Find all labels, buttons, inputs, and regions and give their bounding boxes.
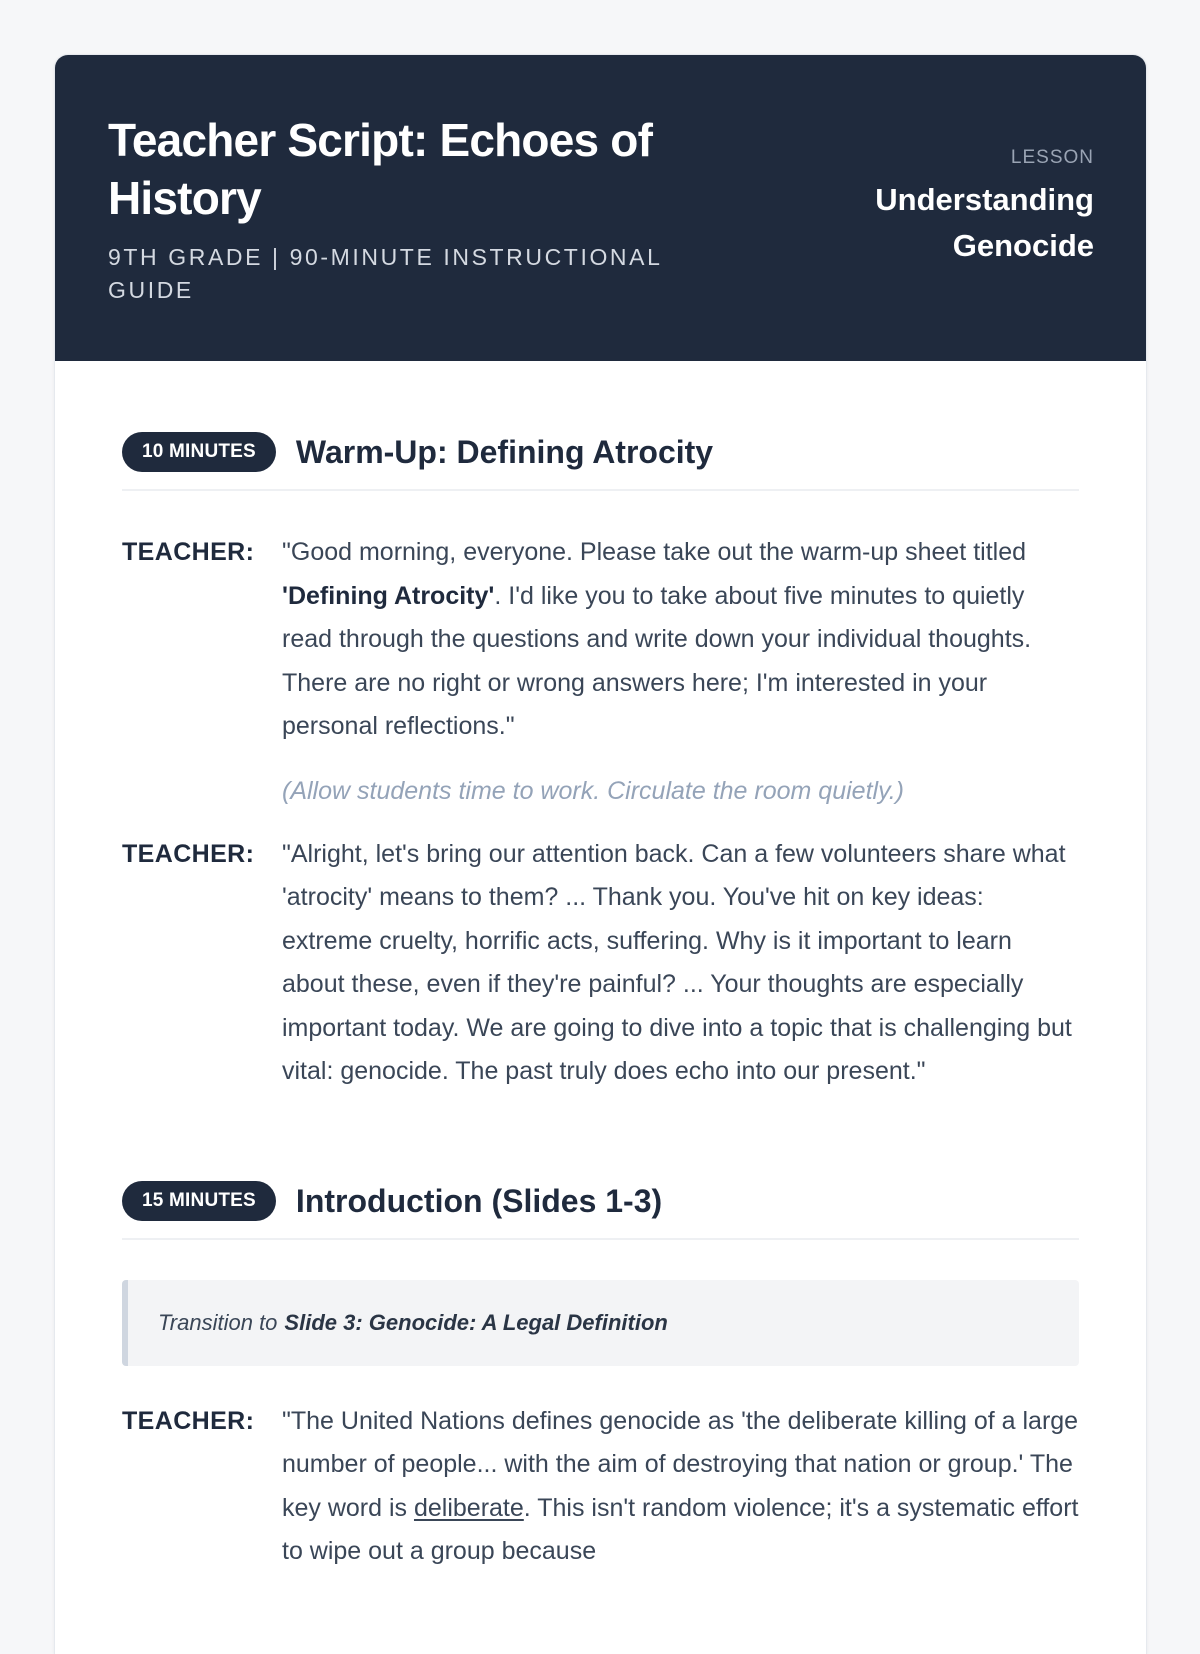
speaker-label: TEACHER: (122, 1406, 255, 1435)
lesson-label: LESSON (1010, 147, 1094, 168)
speech-text: . I'd like you to take about five minutes to quietly read through the questions and write down your individual thoughts. There are no right or wrong answers here; I'm interested in your personal reflections." (282, 581, 1032, 740)
section-title: Introduction (Slides 1-3) (295, 1182, 663, 1219)
section-title: Warm-Up: Defining Atrocity (295, 434, 714, 470)
transition-slide-title: Slide 3: Genocide: A Legal Definition (284, 1309, 668, 1335)
teacher-line: "Alright, let's bring our attention back. Can a few volunteers share what 'atrocity' means to them? ... Thank you. You've hit on key ideas: extreme cruelty, horrific acts, suffering. Why is it important to learn about these, even if they're painful? ... Your thoughts are especially important today. We are going to dive into a topic that is challenging but vital: genocide. The past truly does echo into our present." (282, 839, 1072, 1085)
document-header (55, 55, 1146, 361)
speech-text: . This isn't random violence; it's a systematic effort to wipe out a group because (282, 1493, 1079, 1565)
time-badge: 10 MINUTES (122, 432, 276, 472)
stage-direction: (Allow students time to work. Circulate the room quietly.) (282, 776, 904, 805)
section-header-introduction (122, 1180, 1079, 1240)
speaker-label: TEACHER: (122, 538, 255, 566)
script-content (55, 431, 1146, 1574)
dialogue-block (122, 1400, 1079, 1574)
lesson-title: Understanding Genocide (875, 182, 1094, 263)
speech-emphasis: 'Defining Atrocity' (282, 581, 495, 610)
speech-text: "Good morning, everyone. Please take out the warm-up sheet titled (282, 538, 1027, 566)
teacher-line (282, 531, 1079, 749)
speech-text: "The United Nations defines genocide as 'the deliberate killing of a large number of people... with the aim of destroying that nation or group.' The key word is (282, 1406, 1079, 1522)
script-card (54, 54, 1147, 1654)
time-badge: 15 MINUTES (122, 1181, 276, 1221)
document-subtitle: 9TH GRADE | 90-MINUTE INSTRUCTIONAL GUIDE (108, 244, 662, 303)
slide-transition-note (122, 1280, 1079, 1366)
speech-underline: deliberate (413, 1493, 524, 1522)
teacher-line (282, 1400, 1079, 1574)
dialogue-block (122, 833, 1079, 1094)
speaker-label: TEACHER: (122, 839, 255, 868)
dialogue-block (122, 531, 1079, 749)
transition-prefix: Transition to (158, 1309, 278, 1335)
lesson-block (774, 145, 1094, 269)
section-header-warm-up (122, 431, 1079, 491)
header-title-block (108, 111, 748, 307)
document-title: Teacher Script: Echoes of History (108, 114, 653, 224)
